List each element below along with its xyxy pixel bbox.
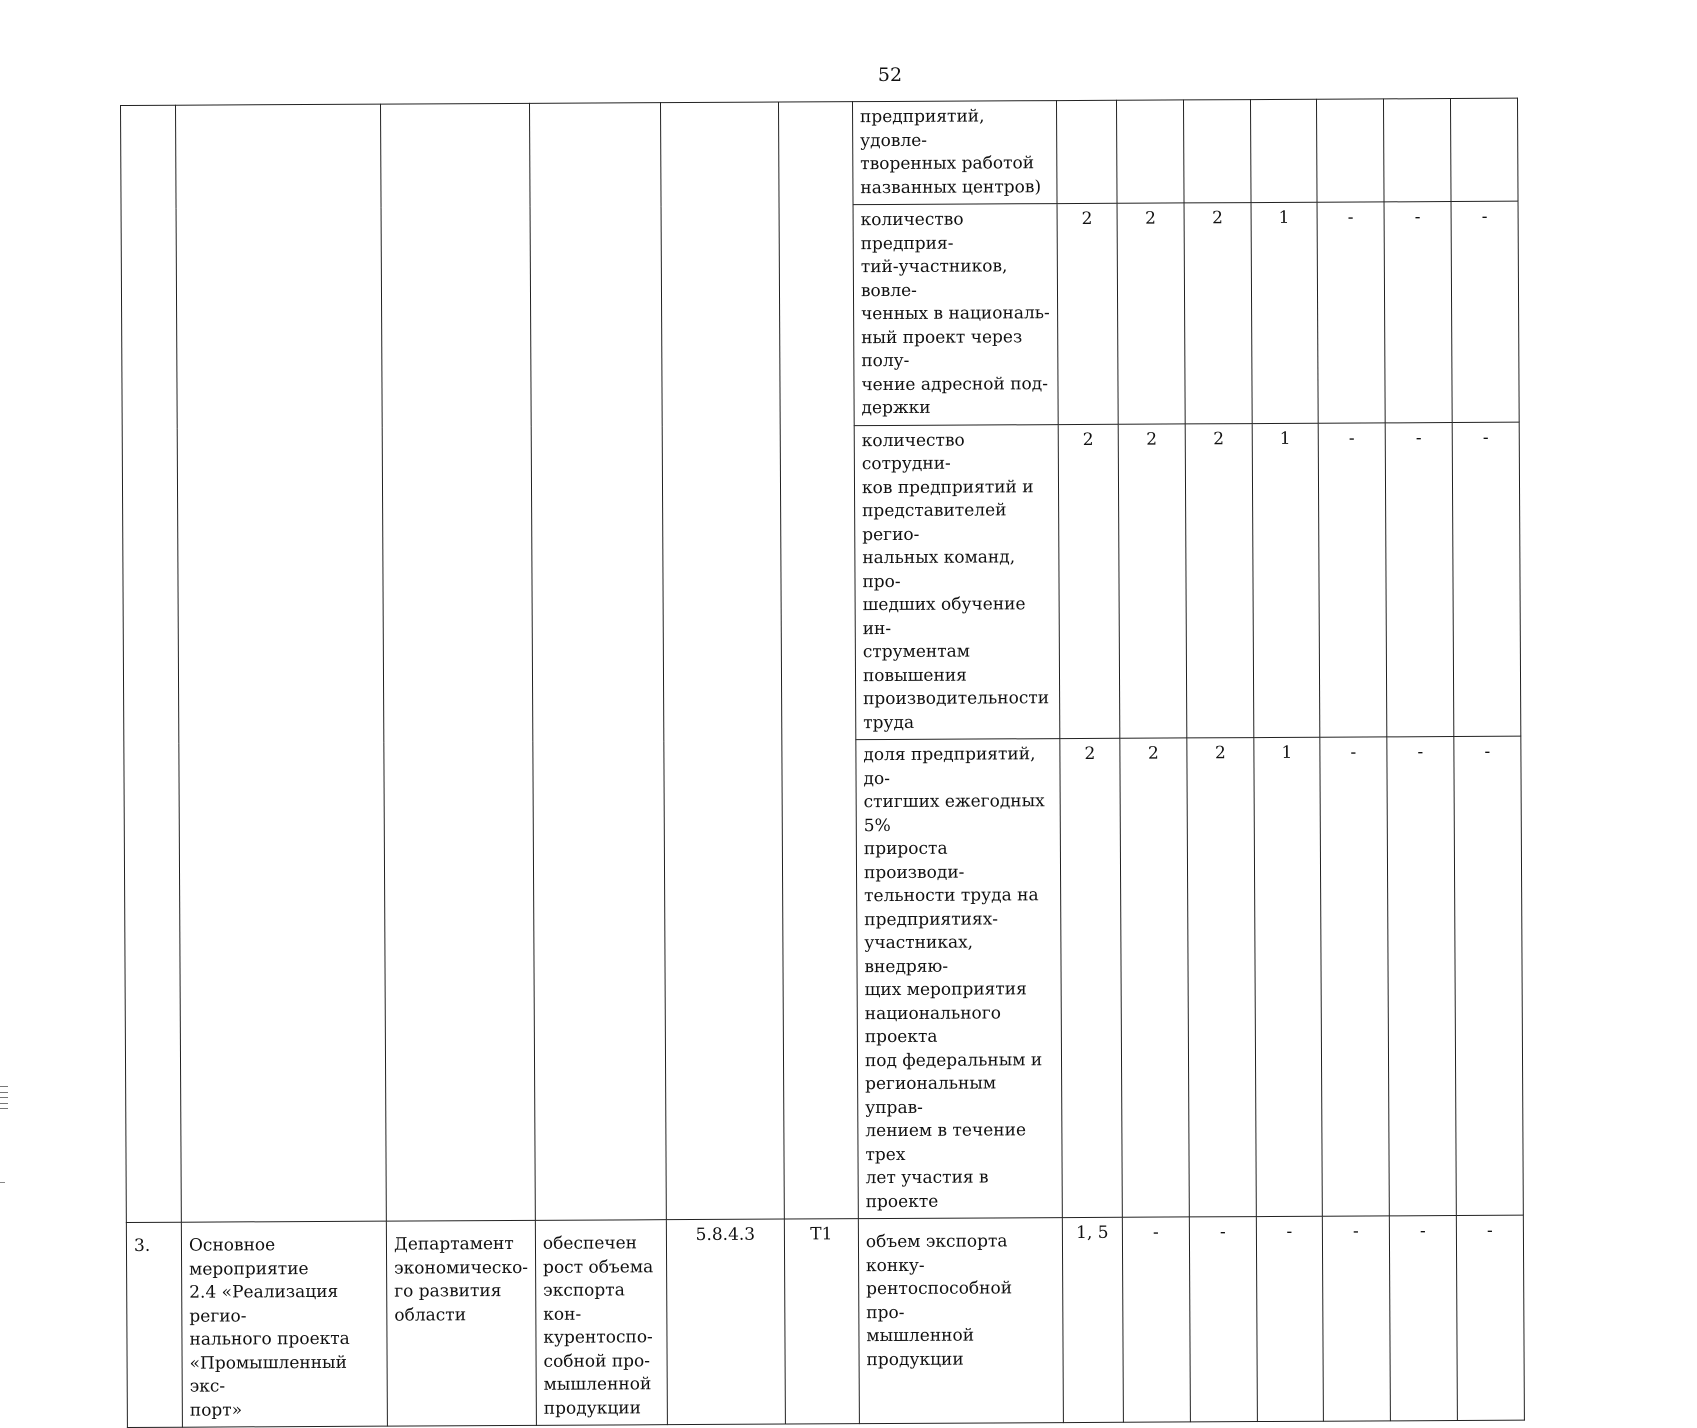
indicator-cell: объем экспорта конку- рентоспособной про- мышленной продукции [858, 1218, 1063, 1424]
program-measures-table [120, 98, 1525, 1428]
value-cell: - [1122, 1217, 1190, 1422]
value-cell: 2 [1184, 203, 1252, 424]
number-cell-empty [121, 105, 182, 1222]
value-cell: 2 [1117, 203, 1185, 424]
value-cell [1183, 100, 1251, 203]
value-cell: - [1189, 1217, 1257, 1422]
scan-mark [0, 1097, 8, 1098]
executor-name: Департамент экономическо- го развития области [386, 1220, 536, 1426]
code-cell-empty [660, 102, 784, 1220]
expected-result: обеспечен рост объема экспорта кон- курентоспо- собной про- мышленной продукции [535, 1220, 667, 1426]
result-cell-empty [529, 103, 666, 1221]
value-cell: 1 [1251, 202, 1318, 423]
scan-mark [0, 1108, 8, 1109]
value-cell: 2 [1118, 423, 1187, 738]
value-cell [1316, 99, 1384, 202]
value-cell: 2 [1120, 738, 1190, 1217]
value-cell: 1 [1254, 737, 1323, 1216]
scan-mark [0, 1086, 8, 1087]
program-code: 5.8.4.3 [666, 1219, 785, 1425]
value-cell: - [1456, 1215, 1524, 1420]
indicator-cell: количество предприя- тий-участников, вовле- ченных в националь- ный проект через полу- чение адресной под- держки [853, 204, 1058, 426]
value-cell: - [1256, 1216, 1323, 1421]
executor-cell-empty [380, 103, 535, 1221]
value-cell [1450, 98, 1518, 201]
indicator-cell: количество сотрудни- ков предприятий и представителей регио- нальных команд, про- шедших обучение ин- струментам повышения производительности труда [854, 424, 1060, 740]
value-cell: - [1451, 201, 1519, 422]
value-cell: - [1384, 202, 1452, 423]
value-cell: 2 [1060, 738, 1123, 1217]
value-cell: 2 [1057, 203, 1118, 424]
value-cell [1056, 100, 1117, 203]
event-name: Основное мероприятие 2.4 «Реализация регио- нального проекта «Промышленный экс- порт» [181, 1221, 387, 1427]
value-cell [1250, 99, 1317, 202]
value-cell: 2 [1185, 423, 1254, 738]
value-cell: 2 [1187, 738, 1257, 1217]
scan-mark [0, 1092, 8, 1093]
value-cell: - [1317, 202, 1385, 423]
value-cell: 2 [1058, 424, 1120, 739]
value-cell: - [1318, 422, 1387, 737]
value-cell: 1 [1252, 423, 1320, 738]
scan-mark [0, 1182, 5, 1183]
table-row [121, 98, 1518, 208]
value-cell: - [1389, 1216, 1457, 1421]
value-cell [1116, 100, 1184, 203]
table-row-item-3 [126, 1215, 1524, 1427]
item-number: 3. [126, 1222, 182, 1427]
type-cell-empty [778, 102, 858, 1219]
value-cell: - [1387, 737, 1457, 1216]
value-cell: - [1454, 736, 1524, 1215]
indicator-type: Т1 [784, 1219, 859, 1424]
value-cell: - [1322, 1216, 1390, 1421]
event-cell-empty [176, 104, 387, 1222]
value-cell: - [1320, 737, 1390, 1216]
indicator-cell: доля предприятий, до- стигших ежегодных 5% прироста производи- тельности труда на предприятиях- участниках, внедряю- щих мероприятия национального проекта под федеральным и региональным управ- лением в течение трех лет участия в проекте [856, 739, 1063, 1219]
value-cell: 1, 5 [1062, 1217, 1123, 1422]
value-cell: - [1452, 422, 1521, 737]
indicator-cell: предприятий, удовле- творенных работой названных центров) [852, 101, 1057, 205]
scan-mark [0, 1103, 8, 1104]
value-cell [1383, 99, 1451, 202]
page-number: 52 [877, 64, 903, 86]
value-cell: - [1385, 422, 1454, 737]
